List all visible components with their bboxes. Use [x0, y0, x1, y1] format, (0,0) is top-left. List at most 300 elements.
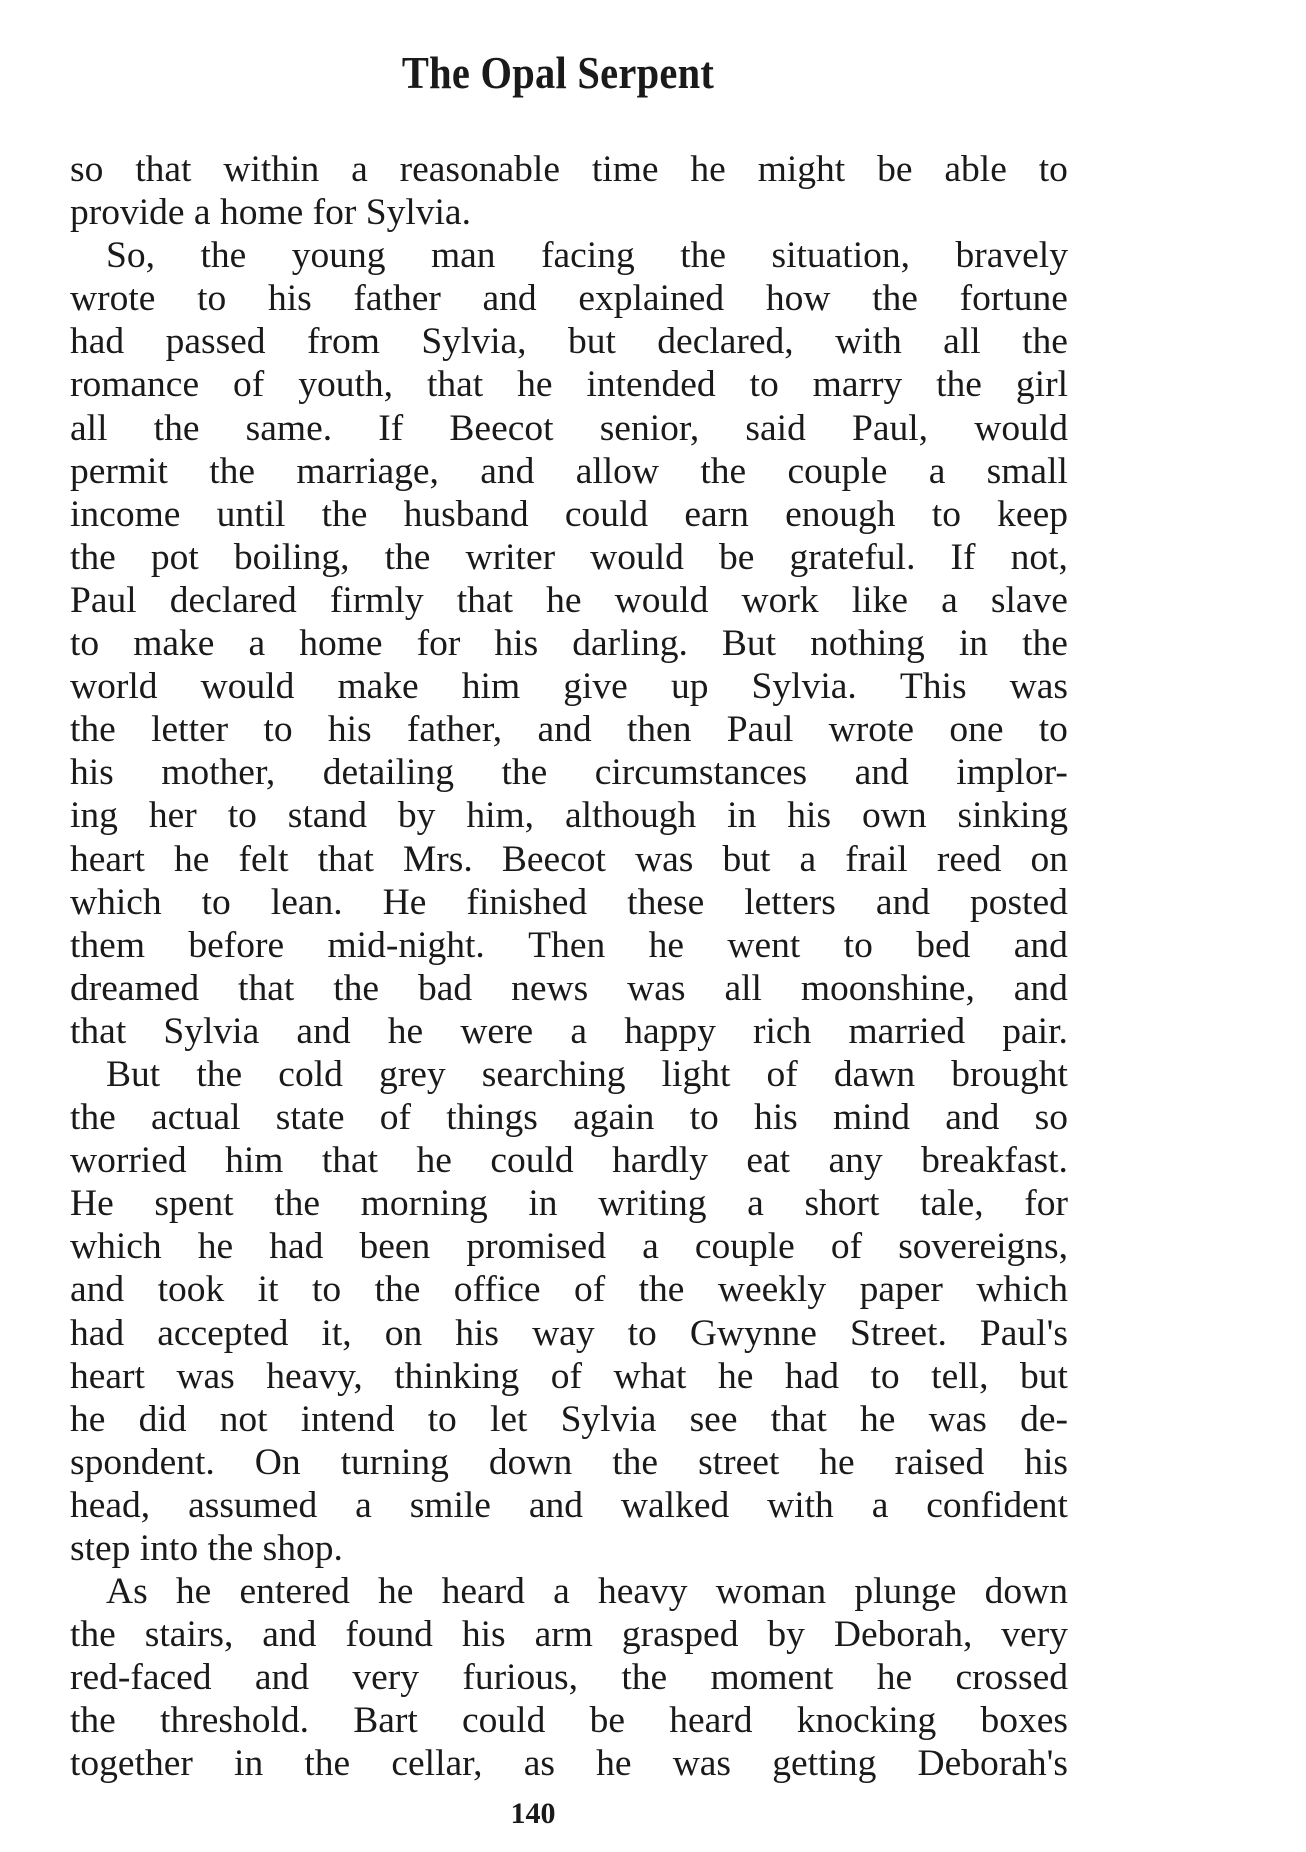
word: time — [591, 149, 659, 190]
word: with — [767, 1484, 834, 1526]
word: to — [311, 1269, 342, 1311]
word: father, — [406, 709, 503, 751]
word: then — [626, 709, 692, 751]
word: his — [753, 1097, 798, 1139]
word: his — [1024, 1441, 1068, 1483]
text-line — [70, 794, 1068, 837]
word: This — [899, 666, 967, 708]
text-line — [70, 1225, 1068, 1268]
word: happy — [624, 1010, 716, 1052]
text-line — [70, 363, 1068, 406]
word: the — [374, 1269, 421, 1311]
word: to — [70, 623, 100, 665]
word: youth, — [298, 364, 394, 406]
word: searching — [481, 1053, 626, 1095]
word: he — [378, 1571, 414, 1613]
word: head, — [70, 1484, 151, 1526]
word: him — [461, 666, 521, 708]
word: and — [480, 450, 535, 492]
word: firmly — [329, 579, 424, 621]
word: and — [875, 881, 930, 923]
word: and — [854, 752, 909, 794]
text-line-words — [70, 924, 1068, 967]
word: eat — [746, 1140, 791, 1182]
text-line-words — [70, 1570, 1068, 1613]
text-line — [70, 1312, 1068, 1355]
word: writing — [598, 1183, 707, 1225]
word: them — [70, 924, 145, 966]
word: ing — [70, 795, 118, 837]
word: and — [1013, 924, 1068, 966]
word: was — [176, 1355, 235, 1397]
word: all — [943, 321, 981, 363]
word: in — [958, 623, 988, 665]
word: a — [941, 579, 958, 621]
word: in — [727, 795, 757, 837]
word: confident — [926, 1484, 1068, 1526]
word: bed — [916, 924, 971, 966]
text-line — [70, 1268, 1068, 1311]
word: not — [219, 1398, 268, 1440]
word: heart — [70, 1355, 145, 1397]
word: together — [70, 1743, 193, 1785]
word: his — [461, 1614, 506, 1656]
word: the — [872, 278, 918, 320]
word: state — [275, 1097, 345, 1139]
text-line — [70, 579, 1068, 622]
word: keep — [997, 493, 1068, 535]
word: by — [397, 795, 436, 837]
word: of — [233, 364, 265, 406]
text-line-words — [70, 622, 1068, 665]
word: the — [70, 1614, 116, 1656]
word: the — [700, 450, 747, 492]
word: give — [563, 666, 628, 708]
text-line — [70, 1527, 1068, 1570]
word: girl — [1015, 364, 1068, 406]
word: might — [757, 149, 846, 190]
word: and — [262, 1614, 317, 1656]
word: a — [570, 1010, 588, 1052]
word: a — [871, 1484, 889, 1526]
word: he — [70, 1398, 106, 1440]
word: and — [254, 1657, 310, 1699]
word: dawn — [833, 1053, 916, 1095]
word: earn — [684, 493, 749, 535]
word: letters — [744, 881, 836, 923]
word: and — [296, 1010, 351, 1052]
word: the — [1022, 623, 1068, 665]
word: him — [225, 1140, 284, 1182]
word: any — [828, 1140, 883, 1182]
word: the — [196, 1053, 243, 1095]
word: to — [1038, 709, 1068, 751]
text-line-words — [70, 838, 1068, 881]
word: smile — [409, 1484, 491, 1526]
text-line — [70, 191, 1068, 234]
word: stand — [287, 795, 367, 837]
text-line — [70, 1182, 1068, 1225]
word: was — [627, 967, 686, 1009]
word: up — [670, 666, 709, 708]
word: worried — [70, 1140, 187, 1182]
word: that — [321, 1140, 379, 1182]
word: a — [799, 838, 817, 880]
word: the — [274, 1183, 321, 1225]
word: de- — [1020, 1398, 1068, 1440]
word: work — [741, 579, 819, 621]
word: office — [453, 1269, 541, 1311]
word: and — [945, 1097, 1000, 1139]
word: morning — [360, 1183, 488, 1225]
word: tale, — [920, 1183, 984, 1225]
word: and — [1013, 967, 1068, 1009]
text-line-words — [70, 148, 1068, 191]
word: enough — [785, 493, 896, 535]
word: would — [974, 407, 1068, 449]
word: for — [1024, 1183, 1068, 1225]
word: Deborah's — [917, 1743, 1068, 1785]
word: the — [70, 1097, 116, 1139]
word: be — [589, 1700, 625, 1742]
word: to — [931, 493, 961, 535]
text-line-words — [70, 794, 1068, 837]
word: wrote — [70, 278, 156, 320]
word: entered — [239, 1571, 350, 1613]
text-line — [70, 881, 1068, 924]
text-line — [70, 924, 1068, 967]
word: him, — [466, 795, 535, 837]
word: accepted — [157, 1312, 289, 1354]
word: tell, — [931, 1355, 989, 1397]
word: pair. — [1002, 1010, 1068, 1052]
word: the — [321, 493, 368, 535]
word: to — [263, 709, 293, 751]
word: these — [627, 881, 705, 923]
word: young — [291, 235, 386, 277]
word: had — [269, 1226, 324, 1268]
word: Paul's — [979, 1312, 1068, 1354]
word: slave — [990, 579, 1068, 621]
page-number: 140 — [510, 1797, 556, 1830]
word: woman — [715, 1571, 827, 1613]
word: the — [638, 1269, 685, 1311]
text-line-words — [70, 1139, 1068, 1182]
word: thinking — [394, 1355, 520, 1397]
word: Sylvia — [163, 1010, 260, 1052]
word: finished — [466, 881, 588, 923]
word: But — [721, 623, 777, 665]
word: his — [494, 623, 539, 665]
text-line — [70, 1570, 1068, 1613]
word: it, — [321, 1312, 352, 1354]
word: things — [446, 1097, 538, 1139]
word: couple — [694, 1226, 795, 1268]
word: to — [197, 278, 227, 320]
word: pot — [150, 536, 199, 578]
word: posted — [969, 881, 1068, 923]
word: declared — [169, 579, 297, 621]
text-line-words — [70, 234, 1068, 277]
word: marry — [812, 364, 903, 406]
word: with — [835, 321, 902, 363]
word: that — [135, 149, 192, 190]
text-line-words — [70, 1053, 1068, 1096]
word: Street. — [850, 1312, 947, 1354]
word: his — [327, 709, 372, 751]
word: reasonable — [399, 149, 560, 190]
text-line — [70, 536, 1068, 579]
word: of — [379, 1097, 411, 1139]
word: to — [427, 1398, 457, 1440]
word: so — [1034, 1097, 1068, 1139]
text-line-words — [70, 967, 1068, 1010]
word: although — [565, 795, 697, 837]
word: to — [201, 881, 231, 923]
text-line — [70, 277, 1068, 320]
word: getting — [772, 1743, 877, 1785]
text-line — [70, 493, 1068, 536]
word: and — [537, 709, 592, 751]
word: for — [416, 623, 461, 665]
word: that — [770, 1398, 827, 1440]
word: had — [784, 1355, 839, 1397]
word: grateful. — [789, 536, 916, 578]
word: be — [718, 536, 755, 578]
word: spondent. — [70, 1441, 215, 1483]
word: a — [747, 1183, 764, 1225]
word: Sylvia — [560, 1398, 657, 1440]
body-text — [70, 148, 1068, 1786]
word: wrote — [828, 709, 915, 751]
word: would — [614, 579, 709, 621]
text-line — [70, 407, 1068, 450]
word: a — [355, 1484, 372, 1526]
word: the — [70, 1700, 116, 1742]
word: letter — [151, 709, 229, 751]
word: man — [430, 235, 496, 277]
word: within — [223, 149, 320, 190]
word: breakfast. — [921, 1140, 1068, 1182]
word: could — [490, 1140, 574, 1182]
word: that — [456, 579, 513, 621]
word: arm — [534, 1614, 593, 1656]
text-line — [70, 450, 1068, 493]
word: On — [254, 1441, 301, 1483]
word: what — [613, 1355, 687, 1397]
word: was — [672, 1743, 732, 1785]
word: Mrs. — [402, 838, 473, 880]
word: the — [304, 1743, 351, 1785]
text-line — [70, 1484, 1068, 1527]
word: income — [70, 493, 181, 535]
word: spent — [154, 1183, 234, 1225]
word: could — [462, 1700, 546, 1742]
word: so — [70, 149, 104, 190]
word: heavy, — [266, 1355, 363, 1397]
word: how — [765, 278, 831, 320]
text-line-words — [70, 1096, 1068, 1139]
text-line-words — [70, 708, 1068, 751]
word: But — [106, 1053, 161, 1095]
word: before — [188, 924, 285, 966]
word: on — [1030, 838, 1068, 880]
text-line-words — [70, 450, 1068, 493]
word: assumed — [188, 1484, 318, 1526]
word: which — [70, 881, 162, 923]
word: husband — [403, 493, 529, 535]
text-line — [70, 1613, 1068, 1656]
word: actual — [151, 1097, 241, 1139]
text-line-words — [70, 1613, 1068, 1656]
word: raised — [894, 1441, 985, 1483]
word: he — [416, 1140, 452, 1182]
word: took — [157, 1269, 225, 1311]
word: very — [352, 1657, 420, 1699]
text-line-words — [70, 751, 1068, 794]
word: darling. — [572, 623, 688, 665]
word: one — [949, 709, 1004, 751]
word: He — [70, 1183, 114, 1225]
word: declared, — [657, 321, 794, 363]
word: to — [627, 1312, 657, 1354]
word: marriage, — [296, 450, 439, 492]
word: intend — [300, 1398, 395, 1440]
text-line — [70, 1656, 1068, 1699]
word: couple — [787, 450, 888, 492]
word: If — [378, 407, 404, 449]
text-line-words — [70, 1742, 1068, 1785]
word: he — [175, 1571, 212, 1613]
word: her — [148, 795, 197, 837]
word: crossed — [955, 1657, 1068, 1699]
word: small — [986, 450, 1068, 492]
text-line — [70, 665, 1068, 708]
word: would — [200, 666, 295, 708]
word: world — [70, 666, 158, 708]
word: red-faced — [70, 1657, 212, 1699]
word: the — [621, 1657, 668, 1699]
word: in — [528, 1183, 558, 1225]
text-line — [70, 1053, 1068, 1096]
text-line-words — [70, 1398, 1068, 1441]
word: he — [717, 1355, 754, 1397]
text-line — [70, 1398, 1068, 1441]
word: grasped — [621, 1614, 739, 1656]
text-line-words — [70, 1312, 1068, 1355]
word: were — [460, 1010, 534, 1052]
text-line-words — [70, 1355, 1068, 1398]
word: he — [197, 1226, 234, 1268]
word: to — [843, 924, 873, 966]
text-line — [70, 1441, 1068, 1484]
word: hardly — [612, 1140, 708, 1182]
word: moonshine, — [800, 967, 975, 1009]
word: mother, — [161, 752, 276, 794]
word: of — [573, 1269, 606, 1311]
text-line — [70, 708, 1068, 751]
word: So, — [106, 235, 155, 277]
word: be — [877, 149, 913, 190]
text-line — [70, 148, 1068, 191]
word: to — [749, 364, 779, 406]
word: he — [648, 924, 685, 966]
word: bad — [418, 967, 473, 1009]
text-line — [70, 838, 1068, 881]
word: mid-night. — [327, 924, 485, 966]
word: very — [1001, 1614, 1068, 1656]
word: would — [590, 536, 684, 578]
word: bravely — [955, 235, 1068, 277]
word: been — [359, 1226, 431, 1268]
running-head: The Opal Serpent — [401, 47, 715, 98]
text-line — [70, 1139, 1068, 1182]
word: romance — [70, 364, 200, 406]
word: Paul — [70, 579, 137, 621]
word: a — [553, 1571, 570, 1613]
word: he — [690, 149, 726, 190]
word: could — [564, 493, 649, 535]
word: heard — [669, 1700, 753, 1742]
word: short — [804, 1183, 880, 1225]
word: same. — [245, 407, 333, 449]
word: his — [787, 795, 832, 837]
word: Gwynne — [689, 1312, 817, 1354]
word: the — [70, 536, 116, 578]
text-line-words — [70, 493, 1068, 536]
word: Sylvia. — [751, 666, 857, 708]
word: that — [426, 364, 484, 406]
word: If — [950, 536, 976, 578]
word: reed — [936, 838, 1002, 880]
word: father — [353, 278, 441, 320]
word: but — [567, 321, 616, 363]
word: again — [573, 1097, 655, 1139]
text-line — [70, 1742, 1068, 1785]
word: cold — [278, 1053, 343, 1095]
text-line — [70, 622, 1068, 665]
word: he — [819, 1441, 855, 1483]
word: explained — [578, 278, 725, 320]
word: moment — [710, 1657, 834, 1699]
text-line-words — [70, 1010, 1068, 1053]
word: he — [546, 579, 582, 621]
word: threshold. — [160, 1700, 309, 1742]
word: knocking — [796, 1700, 937, 1742]
word: furious, — [462, 1657, 578, 1699]
text-line — [70, 967, 1068, 1010]
word: all — [724, 967, 762, 1009]
word: walked — [620, 1484, 730, 1526]
word: went — [727, 924, 801, 966]
word: the — [70, 709, 116, 751]
word: that — [70, 1010, 127, 1052]
word: heard — [441, 1571, 525, 1613]
word: Paul, — [852, 407, 929, 449]
word: he — [596, 1743, 632, 1785]
word: make — [133, 623, 215, 665]
word: news — [511, 967, 589, 1009]
text-line-words — [70, 1484, 1068, 1527]
text-line-words — [70, 320, 1068, 363]
word: he — [860, 1398, 896, 1440]
word: sovereigns, — [898, 1226, 1068, 1268]
word: detailing — [322, 752, 454, 794]
word: had — [70, 1312, 125, 1354]
word: the — [936, 364, 982, 406]
word: see — [689, 1398, 738, 1440]
word: like — [851, 579, 908, 621]
